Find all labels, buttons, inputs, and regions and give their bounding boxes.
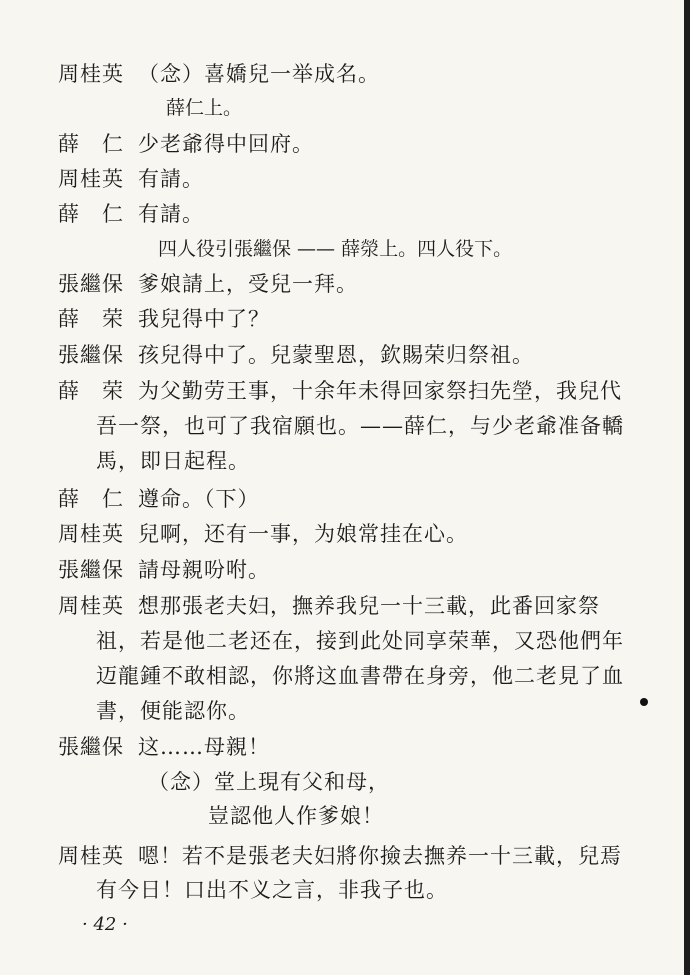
dialogue-text: 为父勤劳王事，十余年未得回家祭扫先塋，我兒代 xyxy=(138,379,622,403)
scan-speck xyxy=(640,698,648,706)
dialogue-continuation: 馬，即日起程。 xyxy=(96,449,250,473)
speaker-name: 周桂英 xyxy=(58,844,124,868)
dialogue-text: 爹娘請上，受兒一拜。 xyxy=(138,272,358,296)
dialogue-text: 想那張老夫妇，撫养我兒一十三載，此番回家祭 xyxy=(138,594,600,618)
verse-line: （念）堂上現有父和母， xyxy=(148,770,390,794)
speaker-name: 周桂英 xyxy=(58,62,124,86)
dialogue-text: 有請。 xyxy=(138,202,204,226)
dialogue-continuation: 迈龍鍾不敢相認，你將这血書帶在身旁，他二老見了血 xyxy=(96,664,624,688)
stage-direction: 薛仁上。 xyxy=(166,97,243,119)
dialogue-text: 遵命。（下） xyxy=(138,487,260,511)
dialogue-text: 孩兒得中了。兒蒙聖恩，欽賜荣归祭祖。 xyxy=(138,343,534,367)
speaker-name: 周桂英 xyxy=(58,167,124,191)
dialogue-continuation: 有今日！口出不义之言，非我子也。 xyxy=(96,878,448,902)
speaker-name: 周桂英 xyxy=(58,522,124,546)
dialogue-text: 少老爺得中回府。 xyxy=(138,132,314,156)
dialogue-continuation: 吾一祭，也可了我宿願也。——薛仁，与少老爺准备轎 xyxy=(96,414,624,438)
speaker-name: 張繼保 xyxy=(58,558,124,582)
speaker-name: 張繼保 xyxy=(58,272,124,296)
dialogue-text: 这……母親！ xyxy=(138,735,270,759)
page-number: · 42 · xyxy=(82,914,128,935)
verse-line: 豈認他人作爹娘！ xyxy=(208,804,384,828)
speaker-name: 張繼保 xyxy=(58,735,124,759)
speaker-name: 張繼保 xyxy=(58,343,124,367)
dialogue-continuation: 祖，若是他二老还在，接到此处同享荣華，又恐他們年 xyxy=(96,629,624,653)
speaker-name: 薛 荣 xyxy=(58,307,124,331)
speaker-name: 薛 仁 xyxy=(58,487,124,511)
speaker-name: 薛 荣 xyxy=(58,379,124,403)
stage-direction: 四人役引張繼保 —— 薛滎上。四人役下。 xyxy=(158,238,513,260)
speaker-name: 薛 仁 xyxy=(58,202,124,226)
speaker-name: 薛 仁 xyxy=(58,132,124,156)
dialogue-text: （念）喜嬌兒一举成名。 xyxy=(138,62,380,86)
page-edge-shadow xyxy=(684,0,690,975)
dialogue-text: 有請。 xyxy=(138,167,204,191)
dialogue-text: 我兒得中了？ xyxy=(138,307,270,331)
dialogue-text: 嗯！若不是張老夫妇將你撿去撫养一十三載，兒焉 xyxy=(138,844,622,868)
dialogue-continuation: 書，便能認你。 xyxy=(96,699,250,723)
dialogue-text: 兒啊，还有一事，为娘常挂在心。 xyxy=(138,522,468,546)
speaker-name: 周桂英 xyxy=(58,594,124,618)
dialogue-text: 請母親吩咐。 xyxy=(138,558,270,582)
